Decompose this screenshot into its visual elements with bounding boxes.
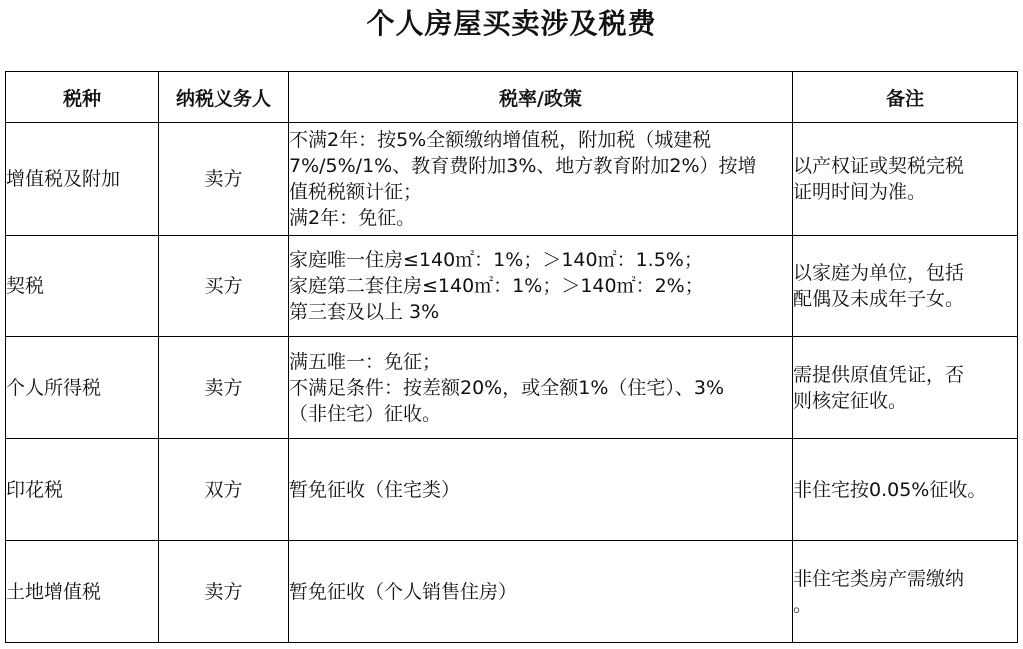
table-row <box>6 439 1018 541</box>
rate-cell <box>289 541 793 643</box>
rate-line: 暂免征收（住宅类） <box>289 478 461 501</box>
rate-line: 7%/5%/1%、教育费附加3%、地方教育附加2%）按增 <box>289 155 757 177</box>
payer-cell: 双方 <box>159 439 289 541</box>
payer-cell: 卖方 <box>159 337 289 439</box>
rate-line: 第三套及以上 3% <box>289 301 440 323</box>
rate-cell <box>289 123 793 236</box>
rate-cell <box>289 337 793 439</box>
note-cell <box>793 236 1018 337</box>
note-line: 需提供原值凭证，否 <box>793 363 965 386</box>
note-cell <box>793 337 1018 439</box>
note-line: 以产权证或契税完税 <box>793 155 965 177</box>
rate-line: 家庭唯一住房≤140㎡：1%；＞140㎡：1.5%； <box>289 249 703 271</box>
rate-cell <box>289 236 793 337</box>
rate-line: 不满2年：按5%全额缴纳增值税，附加税（城建税 <box>289 129 712 151</box>
note-line: 以家庭为单位，包括 <box>793 262 965 284</box>
rate-line: 满2年：免征。 <box>289 207 416 229</box>
tax-type-cell: 土地增值税 <box>6 541 159 643</box>
note-line: 。 <box>793 593 813 616</box>
rate-line: （非住宅）征收。 <box>289 402 442 425</box>
note-line: 非住宅类房产需缴纳 <box>793 567 965 590</box>
payer-cell: 卖方 <box>159 123 289 236</box>
header-tax-type: 税种 <box>6 72 159 123</box>
header-payer: 纳税义务人 <box>159 72 289 123</box>
rate-line: 不满足条件：按差额20%，或全额1%（住宅）、3% <box>289 376 725 399</box>
payer-cell: 买方 <box>159 236 289 337</box>
rate-line: 暂免征收（个人销售住房） <box>289 580 518 603</box>
note-cell <box>793 123 1018 236</box>
note-line: 则核定征收。 <box>793 389 908 412</box>
note-line: 非住宅按0.05%征收。 <box>793 478 987 501</box>
note-cell <box>793 541 1018 643</box>
rate-line: 值税税额计征； <box>289 181 423 203</box>
rate-line: 家庭第二套住房≤140㎡：1%；＞140㎡：2%； <box>289 275 704 297</box>
note-line: 配偶及未成年子女。 <box>793 288 965 310</box>
table-row <box>6 236 1018 337</box>
rate-cell <box>289 439 793 541</box>
tax-type-cell: 契税 <box>6 236 159 337</box>
tax-type-cell: 个人所得税 <box>6 337 159 439</box>
tax-table <box>5 71 1018 643</box>
table-row <box>6 541 1018 643</box>
table-row <box>6 337 1018 439</box>
payer-cell: 卖方 <box>159 541 289 643</box>
header-rate: 税率/政策 <box>289 72 793 123</box>
header-note: 备注 <box>793 72 1018 123</box>
note-line: 证明时间为准。 <box>793 181 927 203</box>
tax-type-cell: 增值税及附加 <box>6 123 159 236</box>
document-title: 个人房屋买卖涉及税费 <box>366 7 657 40</box>
note-cell <box>793 439 1018 541</box>
table-row <box>6 123 1018 236</box>
rate-line: 满五唯一：免征； <box>289 350 442 373</box>
tax-type-cell: 印花税 <box>6 439 159 541</box>
table-header-row <box>6 72 1018 123</box>
